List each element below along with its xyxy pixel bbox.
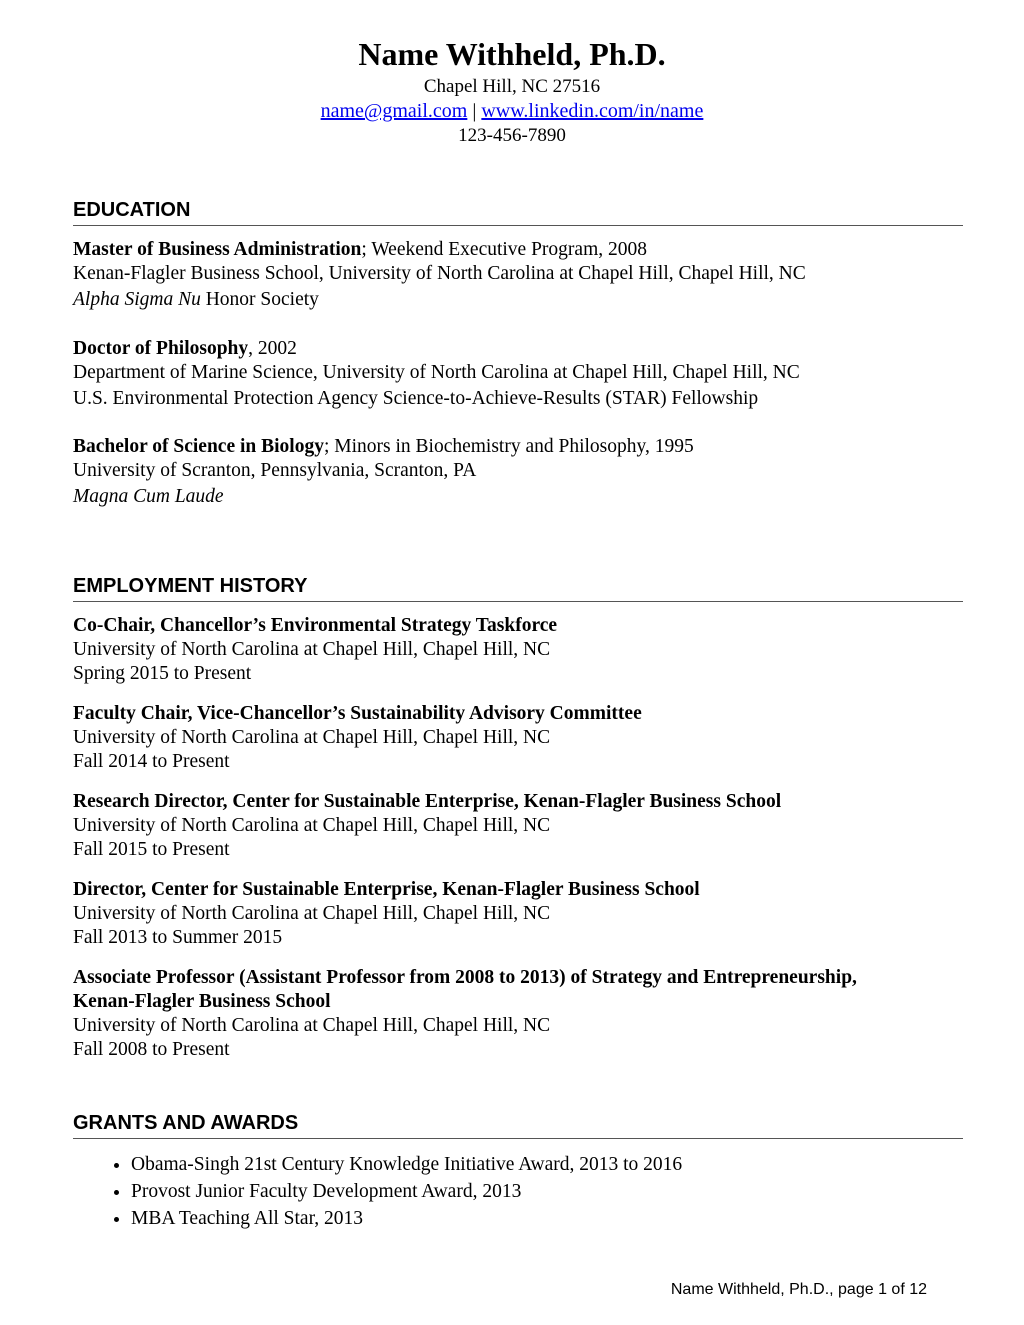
job-title: Faculty Chair, Vice-Chancellor’s Sustainability Advisory Committee <box>73 703 642 724</box>
job-title: Director, Center for Sustainable Enterprise, Kenan-Flagler Business School <box>73 879 700 900</box>
job-org: University of North Carolina at Chapel Hill, Chapel Hill, NC <box>73 639 551 660</box>
education-section <box>73 198 963 511</box>
list-item: • Obama-Singh 21st Century Knowledge Initiative Award, 2013 to 2016 <box>131 1151 963 1178</box>
list-item: • Provost Junior Faculty Development Award, 2013 <box>131 1178 963 1205</box>
page-title: Name Withheld, Ph.D. <box>358 36 666 72</box>
list-item: • MBA Teaching All Star, 2013 <box>131 1205 963 1232</box>
honor: Magna Cum Laude <box>73 486 224 507</box>
job-org: University of North Carolina at Chapel Hill, Chapel Hill, NC <box>73 815 551 836</box>
degree: Doctor of Philosophy <box>73 338 249 359</box>
linkedin-link[interactable]: www.linkedin.com/in/name <box>481 100 704 122</box>
fellowship: U.S. Environmental Protection Agency Science-to-Achieve-Results (STAR) Fellowship <box>73 388 759 409</box>
section-heading: GRANTS AND AWARDS <box>73 1111 963 1139</box>
contact-links <box>0 100 1024 123</box>
job-org: University of North Carolina at Chapel Hill, Chapel Hill, NC <box>73 1015 551 1036</box>
section-heading: EDUCATION <box>73 198 963 226</box>
job-entry <box>73 966 963 1062</box>
degree-detail: , 2002 <box>248 338 297 359</box>
job-dates: Spring 2015 to Present <box>73 663 252 684</box>
school: Kenan-Flagler Business School, University of North Carolina at Chapel Hill, Chapel Hill, NC <box>73 263 806 284</box>
job-entry <box>73 614 963 686</box>
employment-section <box>73 574 963 1062</box>
grants-section <box>73 1111 963 1232</box>
phone: 123-456-7890 <box>458 125 566 146</box>
job-title: Associate Professor (Assistant Professor from 2008 to 2013) of Strategy and Entrepreneurship, <box>73 967 857 988</box>
job-entry <box>73 878 963 950</box>
job-dates: Fall 2015 to Present <box>73 839 230 860</box>
degree: Bachelor of Science in Biology <box>73 436 324 457</box>
school: Department of Marine Science, University of North Carolina at Chapel Hill, Chapel Hill, NC <box>73 362 800 383</box>
job-title-cont: Kenan-Flagler Business School <box>73 991 331 1012</box>
school: University of Scranton, Pennsylvania, Scranton, PA <box>73 460 477 481</box>
job-title: Research Director, Center for Sustainable Enterprise, Kenan-Flagler Business School <box>73 791 782 812</box>
job-dates: Fall 2013 to Summer 2015 <box>73 927 283 948</box>
education-entry <box>73 435 963 511</box>
job-dates: Fall 2014 to Present <box>73 751 230 772</box>
job-dates: Fall 2008 to Present <box>73 1039 230 1060</box>
job-entry <box>73 790 963 862</box>
degree-detail: ; Minors in Biochemistry and Philosophy, 1995 <box>323 436 694 457</box>
separator: | <box>472 100 477 122</box>
grants-list <box>73 1151 963 1232</box>
email-link[interactable]: name@gmail.com <box>320 100 468 122</box>
job-title: Co-Chair, Chancellor’s Environmental Strategy Taskforce <box>73 615 558 636</box>
job-entry <box>73 702 963 774</box>
page-footer: Name Withheld, Ph.D., page 1 of 12 <box>670 1281 927 1298</box>
job-org: University of North Carolina at Chapel Hill, Chapel Hill, NC <box>73 903 551 924</box>
education-entry <box>73 337 963 413</box>
job-org: University of North Carolina at Chapel Hill, Chapel Hill, NC <box>73 727 551 748</box>
honor: Alpha Sigma Nu <box>73 289 201 310</box>
education-entry <box>73 238 963 313</box>
section-heading: EMPLOYMENT HISTORY <box>73 574 963 602</box>
degree: Master of Business Administration <box>73 239 362 260</box>
degree-detail: ; Weekend Executive Program, 2008 <box>361 239 647 260</box>
address: Chapel Hill, NC 27516 <box>423 76 601 97</box>
honor-rest: Honor Society <box>200 289 319 310</box>
